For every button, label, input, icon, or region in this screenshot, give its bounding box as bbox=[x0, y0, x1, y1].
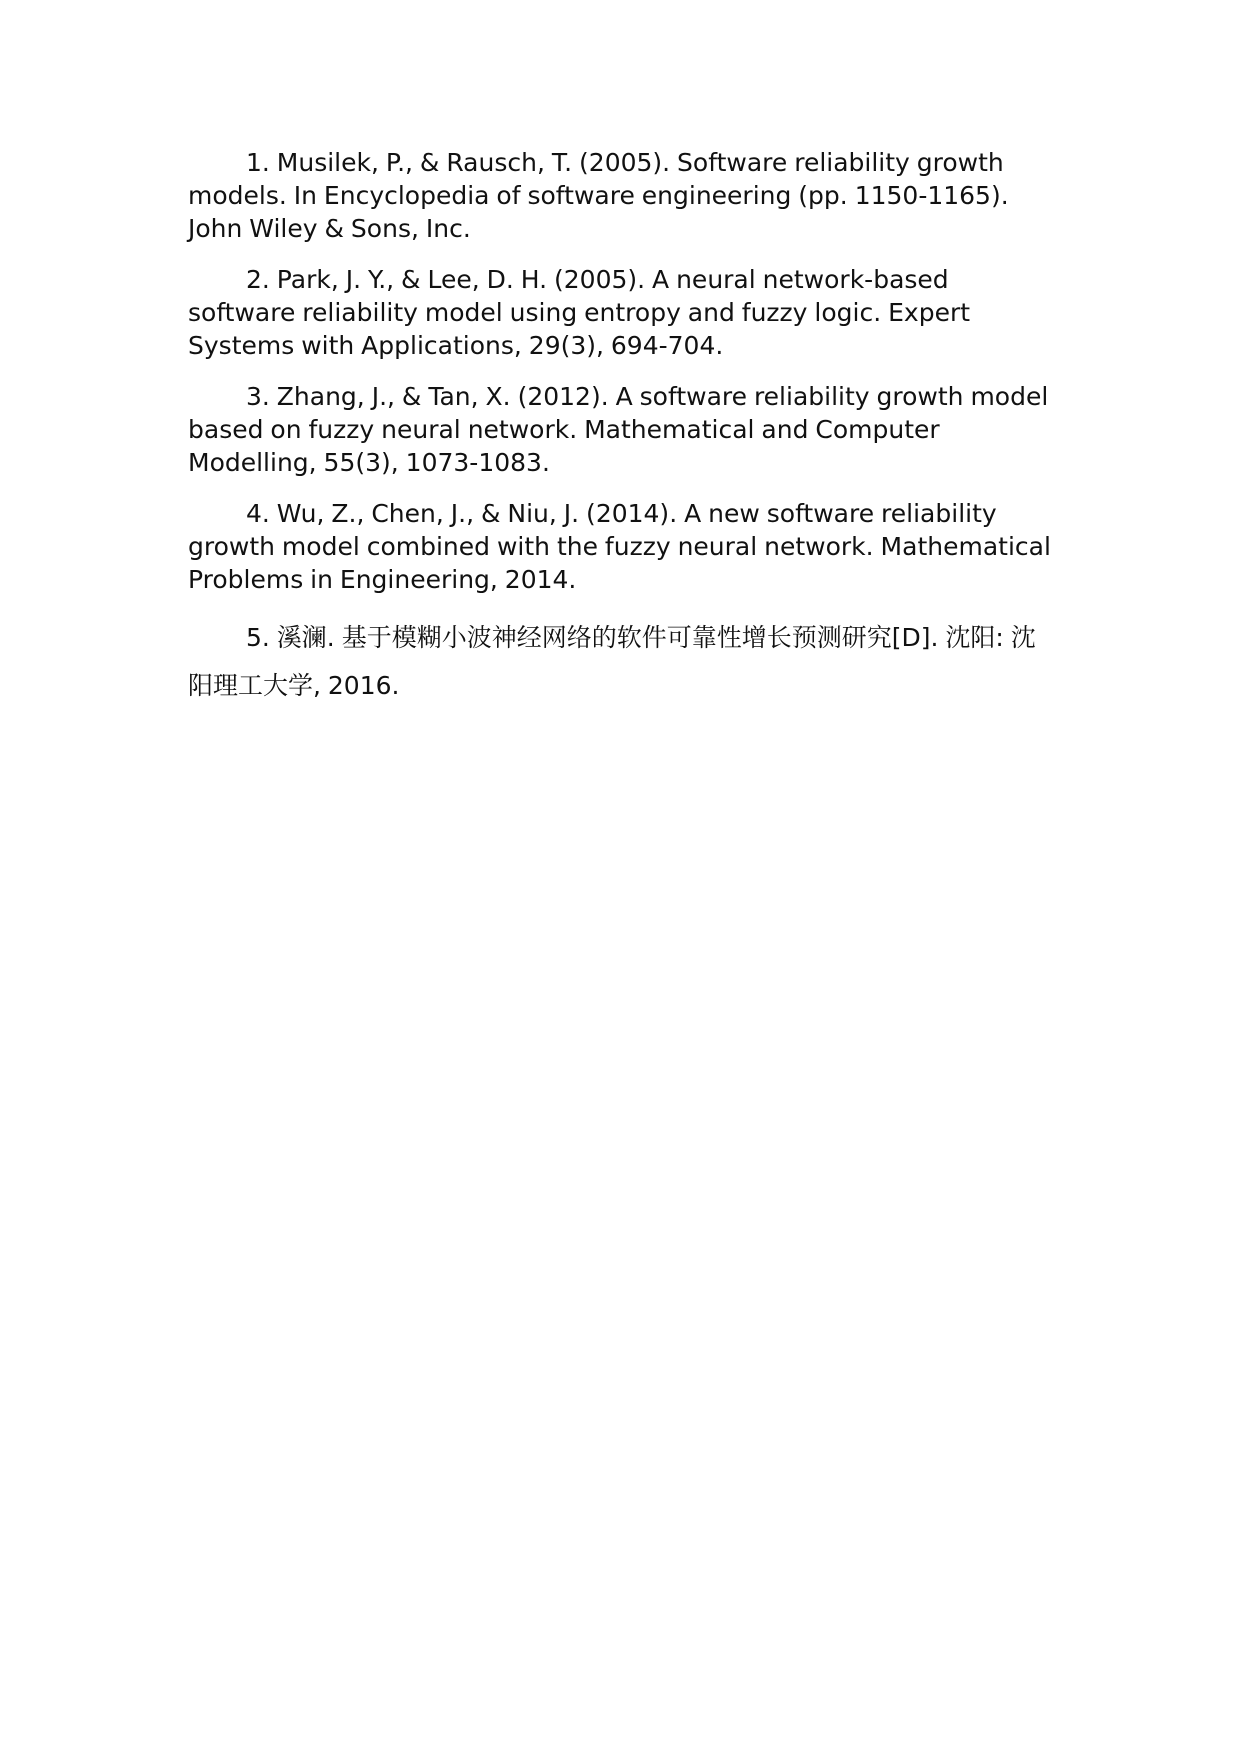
reference-item-1: 1. Musilek, P., & Rausch, T. (2005). Software reliability growth models. In Encyclopedia of software engineering (pp. 1150-1165). John Wiley & Sons, Inc. bbox=[188, 148, 1009, 243]
reference-list bbox=[188, 146, 1058, 728]
reference-item-5: 5. 溪澜. 基于模糊小波神经网络的软件可靠性增长预测研究[D]. 沈阳: 沈阳理工大学, 2016. bbox=[188, 623, 1036, 700]
reference-item-2: 2. Park, J. Y., & Lee, D. H. (2005). A neural network-based software reliability model using entropy and fuzzy logic. Expert Systems with Applications, 29(3), 694-704. bbox=[188, 265, 971, 360]
reference-item-4: 4. Wu, Z., Chen, J., & Niu, J. (2014). A new software reliability growth model combined with the fuzzy neural network. Mathematical Problems in Engineering, 2014. bbox=[188, 499, 1051, 594]
reference-item-3: 3. Zhang, J., & Tan, X. (2012). A software reliability growth model based on fuzzy neural network. Mathematical and Computer Modelling, 55(3), 1073-1083. bbox=[188, 382, 1049, 477]
